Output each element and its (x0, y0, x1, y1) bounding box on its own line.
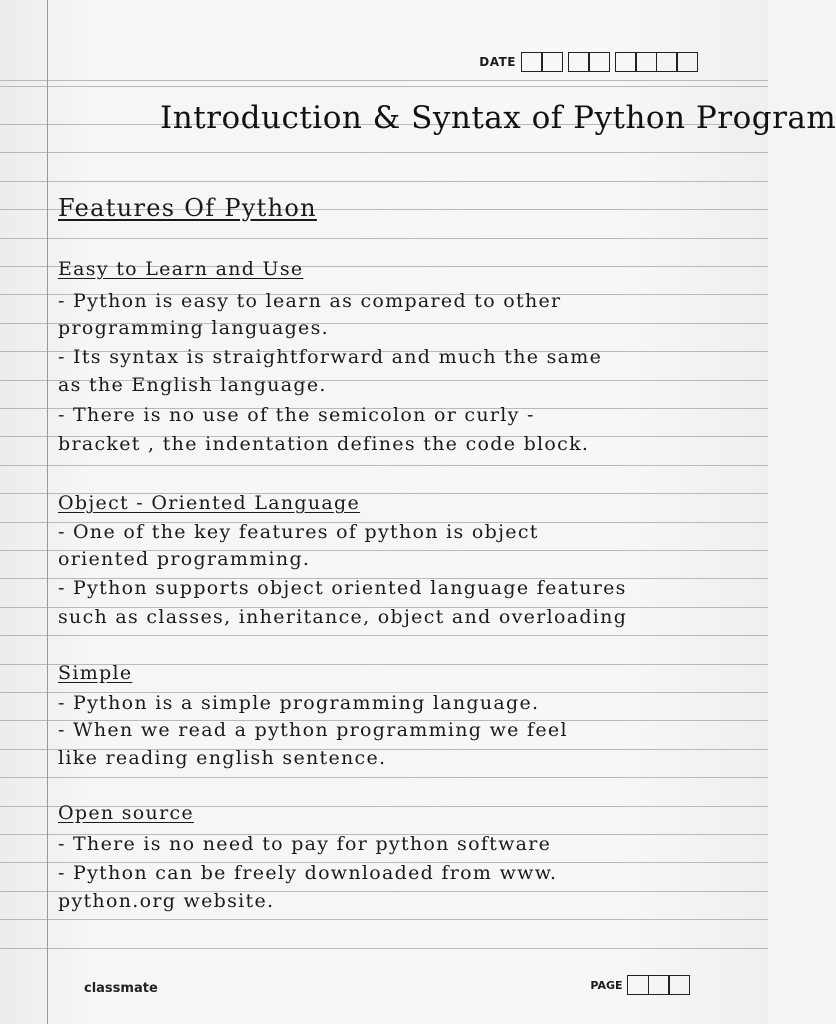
note-line: programming languages. (58, 317, 329, 339)
page-number-field (590, 975, 690, 995)
note-line: - When we read a python programming we feel (58, 719, 568, 741)
page-boxes (629, 975, 691, 995)
note-line: python.org website. (58, 890, 275, 912)
note-line: - There is no need to pay for python software (58, 833, 552, 855)
date-field (479, 52, 698, 72)
heading-features: Features Of Python (58, 194, 317, 222)
margin-line (47, 0, 48, 1024)
subheading-simple: Simple (58, 662, 133, 684)
rule-line (0, 465, 768, 466)
rule-line (0, 919, 768, 920)
rule-line (0, 181, 768, 182)
rule-line (0, 80, 768, 81)
rule-line (0, 948, 768, 949)
note-line: oriented programming. (58, 548, 311, 570)
subheading-open-source: Open source (58, 802, 194, 824)
subheading-object-oriented: Object - Oriented Language (58, 492, 361, 514)
rule-line (0, 152, 768, 153)
note-line: - One of the key features of python is object (58, 521, 539, 543)
rule-line (0, 238, 768, 239)
note-line: like reading english sentence. (58, 747, 387, 769)
note-line: - There is no use of the semicolon or curly - (58, 404, 535, 426)
rule-line (0, 635, 768, 636)
note-line: bracket , the indentation defines the code block. (58, 433, 590, 455)
page-label: PAGE (590, 978, 623, 992)
note-line: as the English language. (58, 374, 327, 396)
brand-logo: classmate (84, 981, 158, 996)
subheading-easy: Easy to Learn and Use (58, 258, 304, 280)
date-boxes (522, 52, 698, 72)
page-title: Introduction & Syntax of Python Program (160, 100, 836, 136)
date-label: DATE (479, 55, 516, 69)
note-line: such as classes, inheritance, object and overloading (58, 606, 628, 628)
note-line: - Python supports object oriented language features (58, 577, 627, 599)
note-line: - Its syntax is straightforward and much the same (58, 346, 603, 368)
note-line: - Python can be freely downloaded from www. (58, 862, 558, 884)
note-line: - Python is a simple programming language. (58, 692, 540, 714)
rule-line (0, 86, 768, 87)
note-line: - Python is easy to learn as compared to other (58, 290, 562, 312)
rule-line (0, 777, 768, 778)
